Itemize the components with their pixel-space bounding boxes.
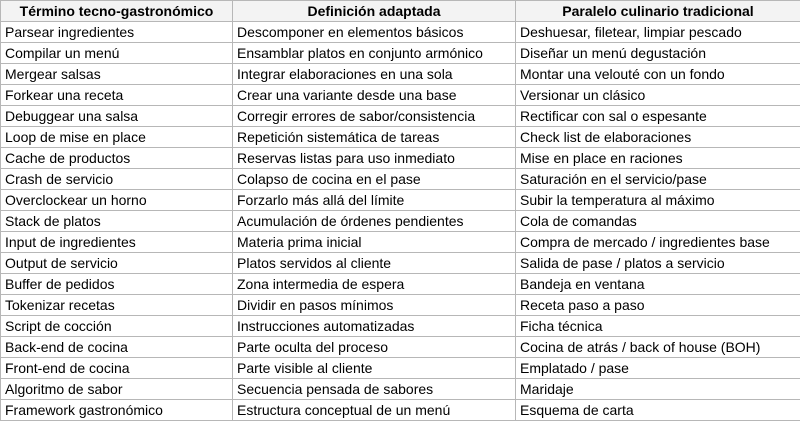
cell-culinary-parallel[interactable]: Check list de elaboraciones	[516, 127, 800, 148]
table-row	[1, 106, 800, 127]
cell-culinary-parallel[interactable]: Saturación en el servicio/pase	[516, 169, 800, 190]
cell-culinary-parallel[interactable]: Versionar un clásico	[516, 85, 800, 106]
cell-culinary-parallel[interactable]: Receta paso a paso	[516, 295, 800, 316]
cell-definition[interactable]: Repetición sistemática de tareas	[233, 127, 516, 148]
table-row	[1, 43, 800, 64]
cell-term[interactable]: Overclockear un horno	[1, 190, 233, 211]
table-row	[1, 358, 800, 379]
table-row	[1, 400, 800, 421]
cell-culinary-parallel[interactable]: Ficha técnica	[516, 316, 800, 337]
cell-definition[interactable]: Corregir errores de sabor/consistencia	[233, 106, 516, 127]
cell-culinary-parallel[interactable]: Diseñar un menú degustación	[516, 43, 800, 64]
cell-definition[interactable]: Reservas listas para uso inmediato	[233, 148, 516, 169]
cell-term[interactable]: Buffer de pedidos	[1, 274, 233, 295]
cell-culinary-parallel[interactable]: Emplatado / pase	[516, 358, 800, 379]
cell-culinary-parallel[interactable]: Esquema de carta	[516, 400, 800, 421]
cell-term[interactable]: Cache de productos	[1, 148, 233, 169]
cell-culinary-parallel[interactable]: Maridaje	[516, 379, 800, 400]
cell-culinary-parallel[interactable]: Subir la temperatura al máximo	[516, 190, 800, 211]
cell-term[interactable]: Parsear ingredientes	[1, 22, 233, 43]
cell-definition[interactable]: Dividir en pasos mínimos	[233, 295, 516, 316]
cell-term[interactable]: Tokenizar recetas	[1, 295, 233, 316]
cell-definition[interactable]: Crear una variante desde una base	[233, 85, 516, 106]
cell-culinary-parallel[interactable]: Deshuesar, filetear, limpiar pescado	[516, 22, 800, 43]
cell-definition[interactable]: Parte oculta del proceso	[233, 337, 516, 358]
cell-term[interactable]: Algoritmo de sabor	[1, 379, 233, 400]
column-header-definition[interactable]: Definición adaptada	[233, 1, 516, 22]
cell-term[interactable]: Compilar un menú	[1, 43, 233, 64]
table-row	[1, 316, 800, 337]
cell-term[interactable]: Front-end de cocina	[1, 358, 233, 379]
cell-definition[interactable]: Instrucciones automatizadas	[233, 316, 516, 337]
table-body	[1, 22, 800, 421]
cell-definition[interactable]: Parte visible al cliente	[233, 358, 516, 379]
column-header-term[interactable]: Término tecno-gastronómico	[1, 1, 233, 22]
cell-definition[interactable]: Integrar elaboraciones en una sola	[233, 64, 516, 85]
table-row	[1, 190, 800, 211]
table-row	[1, 169, 800, 190]
cell-definition[interactable]: Acumulación de órdenes pendientes	[233, 211, 516, 232]
cell-term[interactable]: Output de servicio	[1, 253, 233, 274]
cell-definition[interactable]: Zona intermedia de espera	[233, 274, 516, 295]
cell-definition[interactable]: Forzarlo más allá del límite	[233, 190, 516, 211]
table-row	[1, 64, 800, 85]
cell-culinary-parallel[interactable]: Cocina de atrás / back of house (BOH)	[516, 337, 800, 358]
cell-term[interactable]: Script de cocción	[1, 316, 233, 337]
cell-term[interactable]: Forkear una receta	[1, 85, 233, 106]
cell-definition[interactable]: Estructura conceptual de un menú	[233, 400, 516, 421]
cell-culinary-parallel[interactable]: Salida de pase / platos a servicio	[516, 253, 800, 274]
cell-definition[interactable]: Platos servidos al cliente	[233, 253, 516, 274]
cell-culinary-parallel[interactable]: Cola de comandas	[516, 211, 800, 232]
cell-term[interactable]: Crash de servicio	[1, 169, 233, 190]
cell-culinary-parallel[interactable]: Mise en place en raciones	[516, 148, 800, 169]
cell-definition[interactable]: Ensamblar platos en conjunto armónico	[233, 43, 516, 64]
table-row	[1, 85, 800, 106]
cell-culinary-parallel[interactable]: Rectificar con sal o espesante	[516, 106, 800, 127]
cell-definition[interactable]: Secuencia pensada de sabores	[233, 379, 516, 400]
cell-term[interactable]: Framework gastronómico	[1, 400, 233, 421]
cell-term[interactable]: Input de ingredientes	[1, 232, 233, 253]
table-row	[1, 295, 800, 316]
table-row	[1, 148, 800, 169]
header-row	[1, 1, 800, 22]
cell-term[interactable]: Debuggear una salsa	[1, 106, 233, 127]
column-header-culinary-parallel[interactable]: Paralelo culinario tradicional	[516, 1, 800, 22]
table-row	[1, 22, 800, 43]
cell-term[interactable]: Mergear salsas	[1, 64, 233, 85]
table-row	[1, 253, 800, 274]
table-row	[1, 127, 800, 148]
cell-term[interactable]: Loop de mise en place	[1, 127, 233, 148]
table-row	[1, 232, 800, 253]
cell-definition[interactable]: Colapso de cocina en el pase	[233, 169, 516, 190]
cell-definition[interactable]: Materia prima inicial	[233, 232, 516, 253]
cell-culinary-parallel[interactable]: Montar una velouté con un fondo	[516, 64, 800, 85]
table-row	[1, 379, 800, 400]
cell-culinary-parallel[interactable]: Bandeja en ventana	[516, 274, 800, 295]
table-row	[1, 211, 800, 232]
table-row	[1, 274, 800, 295]
cell-definition[interactable]: Descomponer en elementos básicos	[233, 22, 516, 43]
cell-term[interactable]: Stack de platos	[1, 211, 233, 232]
cell-culinary-parallel[interactable]: Compra de mercado / ingredientes base	[516, 232, 800, 253]
table-row	[1, 337, 800, 358]
cell-term[interactable]: Back-end de cocina	[1, 337, 233, 358]
